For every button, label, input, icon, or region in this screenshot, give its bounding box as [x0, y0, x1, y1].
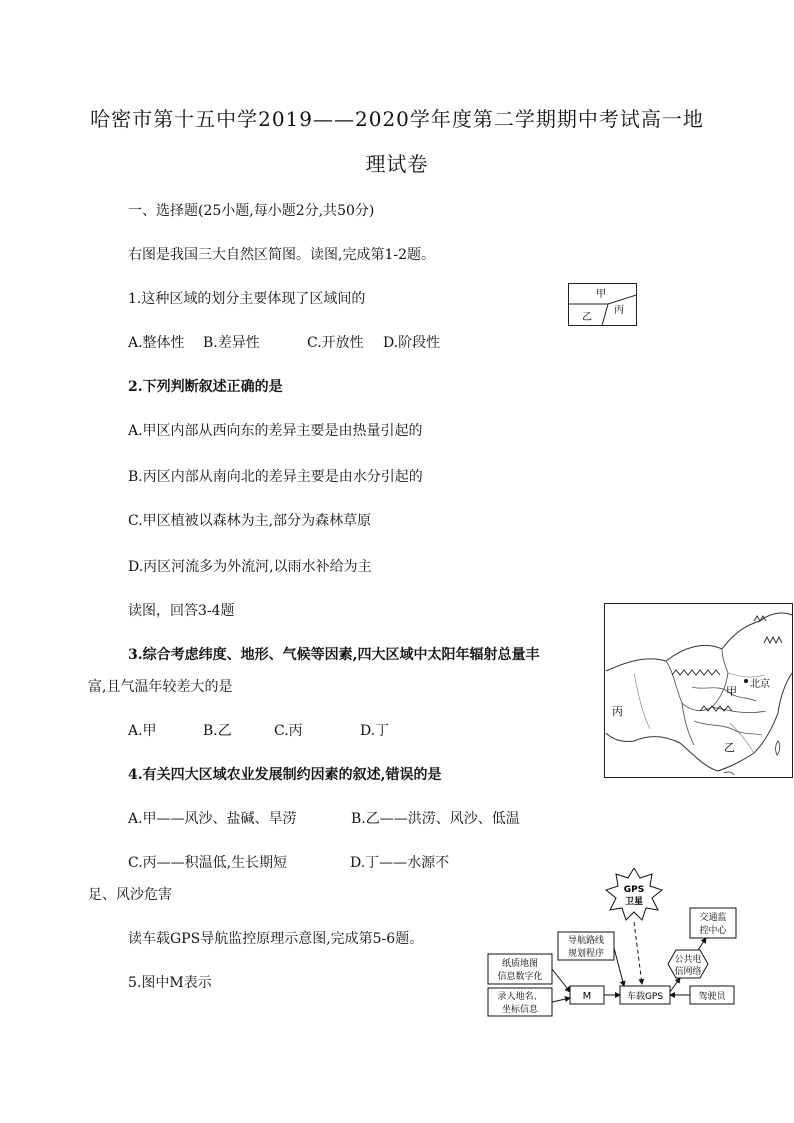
region-label-yi: 乙: [582, 312, 592, 323]
gps-label-line1: GPS: [623, 885, 645, 895]
question-1-option-b: B.差异性: [203, 335, 260, 351]
question-5-stem: 5.图中M表示: [128, 975, 212, 991]
section-heading: 一、选择题(25小题,每小题2分,共50分): [128, 203, 375, 219]
question-1-stem: 1.这种区域的划分主要体现了区域间的: [128, 291, 366, 307]
question-3-stem-line2: 富,且气温年较差大的是: [88, 679, 233, 695]
page-title: 哈密市第十五中学2019——2020学年度第二学期期中考试高一地: [90, 107, 704, 131]
box-driver: 驾驶员: [698, 992, 726, 1002]
box-traffic-line2: 控中心: [699, 926, 727, 936]
question-4-option-d-line2: 足、风沙危害: [88, 887, 172, 903]
box-input-line2: 坐标信息: [501, 1005, 539, 1015]
question-2-option-d: D.丙区河流多为外流河,以雨水补给为主: [128, 559, 372, 575]
question-3-option-a: A.甲: [128, 723, 157, 739]
box-nav-line1: 导航路线: [567, 936, 605, 946]
china-regions-map: [604, 603, 794, 779]
box-car-gps: 车载GPS: [626, 992, 664, 1002]
question-4-option-d-line1: D.丁——水源不: [350, 855, 450, 871]
map-label-jia: 甲: [726, 685, 737, 698]
question-1-option-c: C.开放性: [307, 335, 364, 351]
box-paper-map-line2: 信息数字化: [497, 972, 543, 982]
question-4-option-b: B.乙——洪涝、风沙、低温: [351, 811, 520, 827]
question-4-option-c: C.丙——积温低,生长期短: [128, 855, 288, 871]
net-label-line1: 公共电: [674, 955, 702, 965]
question-3-stem-line1: 3.综合考虑纬度、地形、气候等因素,四大区域中太阳年辐射总量丰: [128, 647, 540, 663]
gps-label-line2: 卫星: [624, 897, 644, 907]
region-label-bing: 丙: [614, 305, 624, 316]
map-label-yi: 乙: [724, 741, 735, 754]
question-2-stem: 2.下列判断叙述正确的是: [128, 379, 283, 395]
intro-text-2: 读图，回答3-4题: [128, 603, 235, 619]
net-label-line2: 信网络: [674, 967, 702, 977]
question-2-option-c: C.甲区植被以森林为主,部分为森林草原: [128, 513, 372, 529]
box-input-line1: 录人地名、: [497, 992, 543, 1002]
intro-text-3: 读车载GPS导航监控原理示意图,完成第5-6题。: [128, 931, 424, 947]
box-traffic-line1: 交通监: [699, 913, 727, 923]
region-label-jia: 甲: [596, 289, 606, 300]
map-label-beijing: 北京: [750, 679, 770, 690]
question-4-stem: 4.有关四大区域农业发展制约因素的叙述,错误的是: [128, 767, 442, 783]
question-3-option-b: B.乙: [203, 723, 232, 739]
intro-text: 右图是我国三大自然区简图。读图,完成第1-2题。: [128, 247, 435, 263]
box-nav-line2: 规划程序: [567, 949, 605, 959]
box-m: M: [582, 991, 592, 1002]
map-label-bing: 丙: [612, 705, 623, 718]
question-2-option-a: A.甲区内部从西向东的差异主要是由热量引起的: [128, 423, 423, 439]
natural-regions-diagram: [568, 283, 638, 327]
question-2-option-b: B.丙区内部从南向北的差异主要是由水分引起的: [128, 469, 423, 485]
question-4-option-a: A.甲——风沙、盐碱、旱涝: [128, 811, 297, 827]
question-1-option-d: D.阶段性: [383, 335, 441, 351]
gps-navigation-diagram: [484, 868, 744, 1018]
question-3-option-d: D.丁: [360, 723, 390, 739]
page-title-line2: 理试卷: [365, 152, 429, 176]
question-1-option-a: A.整体性: [128, 335, 185, 351]
box-paper-map-line1: 纸质地图: [501, 959, 539, 969]
question-3-option-c: C.丙: [274, 723, 303, 739]
